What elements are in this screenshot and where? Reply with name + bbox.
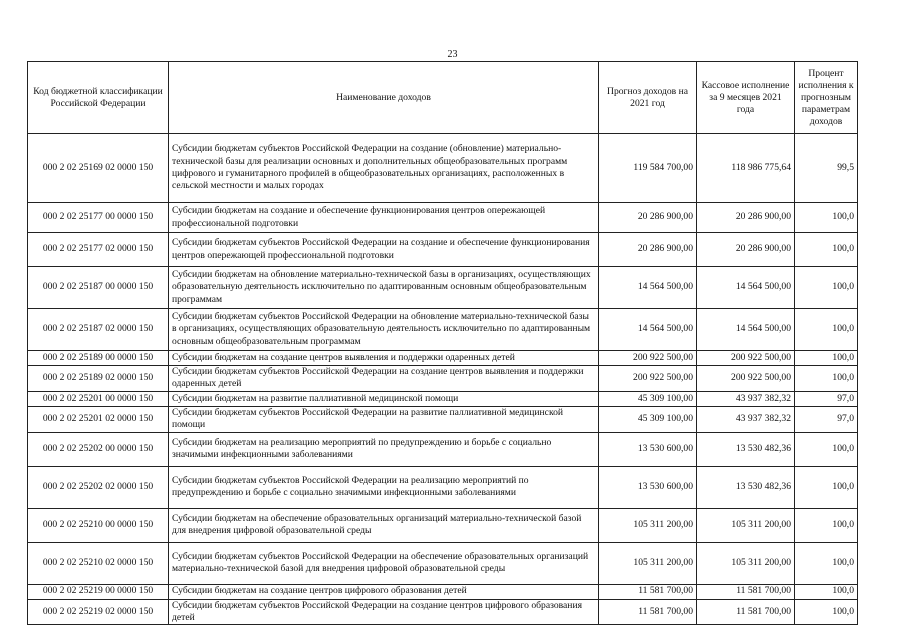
- row-percent: 100,0: [795, 584, 858, 599]
- row-forecast: 13 530 600,00: [599, 432, 697, 466]
- header-cash: Кассовое исполнение за 9 месяцев 2021 года: [697, 62, 795, 134]
- row-name: Субсидии бюджетам на обеспечение образовательных организаций материально-технической базой для внедрения цифровой образовательной среды: [169, 508, 599, 542]
- row-cash: 11 581 700,00: [697, 584, 795, 599]
- header-code: Код бюджетной классификации Российской Федерации: [28, 62, 169, 134]
- row-name: Субсидии бюджетам на развитие паллиативной медицинской помощи: [169, 391, 599, 406]
- row-name: Субсидии бюджетам субъектов Российской Федерации на обновление материально-технической базы в организациях, осуществляющих образовательную деятельность исключительно по адаптированным основным общеобразовательным программам: [169, 309, 599, 351]
- row-name: Субсидии бюджетам субъектов Российской Федерации на реализацию мероприятий по предупреждению и борьбе с социально значимыми инфекционными заболеваниями: [169, 466, 599, 508]
- row-code: 000 2 02 25169 02 0000 150: [28, 134, 169, 203]
- header-percent: Процент исполнения к прогнозным параметрам доходов: [795, 62, 858, 134]
- table-row: [28, 432, 858, 466]
- row-name: Субсидии бюджетам субъектов Российской Федерации на создание (обновление) материально-технической базы для реализации основных и дополнительных общеобразовательных программ цифрового и гуманитарного профилей в общеобразовательных организациях, расположенных в сельской местности и малых городах: [169, 134, 599, 203]
- row-code: 000 2 02 25202 02 0000 150: [28, 466, 169, 508]
- row-code: 000 2 02 25189 02 0000 150: [28, 366, 169, 392]
- row-percent: 100,0: [795, 432, 858, 466]
- row-cash: 20 286 900,00: [697, 233, 795, 267]
- row-code: 000 2 02 25187 02 0000 150: [28, 309, 169, 351]
- row-code: 000 2 02 25202 00 0000 150: [28, 432, 169, 466]
- row-percent: 100,0: [795, 466, 858, 508]
- row-percent: 100,0: [795, 203, 858, 233]
- row-cash: 105 311 200,00: [697, 508, 795, 542]
- row-name: Субсидии бюджетам субъектов Российской Федерации на создание центров выявления и поддержки одаренных детей: [169, 366, 599, 392]
- table-row: [28, 466, 858, 508]
- table-row: [28, 584, 858, 599]
- row-cash: 200 922 500,00: [697, 366, 795, 392]
- row-forecast: 45 309 100,00: [599, 391, 697, 406]
- row-cash: 118 986 775,64: [697, 134, 795, 203]
- row-cash: 43 937 382,32: [697, 406, 795, 432]
- row-cash: 13 530 482,36: [697, 466, 795, 508]
- row-cash: 43 937 382,32: [697, 391, 795, 406]
- row-forecast: 119 584 700,00: [599, 134, 697, 203]
- row-code: 000 2 02 25201 00 0000 150: [28, 391, 169, 406]
- row-cash: 105 311 200,00: [697, 542, 795, 584]
- row-percent: 100,0: [795, 267, 858, 309]
- row-name: Субсидии бюджетам субъектов Российской Федерации на обеспечение образовательных организаций материально-технической базой для внедрения цифровой образовательной среды: [169, 542, 599, 584]
- table-row: [28, 406, 858, 432]
- row-forecast: 200 922 500,00: [599, 351, 697, 366]
- table-row: [28, 351, 858, 366]
- table-row: [28, 542, 858, 584]
- row-percent: 100,0: [795, 366, 858, 392]
- row-code: 000 2 02 25219 02 0000 150: [28, 599, 169, 625]
- table-header-row: [28, 62, 858, 134]
- row-percent: 100,0: [795, 233, 858, 267]
- row-cash: 20 286 900,00: [697, 203, 795, 233]
- row-code: 000 2 02 25201 02 0000 150: [28, 406, 169, 432]
- row-percent: 99,5: [795, 134, 858, 203]
- page-number: 23: [447, 49, 458, 60]
- row-forecast: 20 286 900,00: [599, 203, 697, 233]
- row-forecast: 20 286 900,00: [599, 233, 697, 267]
- row-cash: 14 564 500,00: [697, 267, 795, 309]
- table-row: [28, 134, 858, 203]
- row-forecast: 11 581 700,00: [599, 584, 697, 599]
- row-name: Субсидии бюджетам субъектов Российской Федерации на создание центров цифрового образования детей: [169, 599, 599, 625]
- table-row: [28, 508, 858, 542]
- table-row: [28, 366, 858, 392]
- row-name: Субсидии бюджетам субъектов Российской Федерации на развитие паллиативной медицинской помощи: [169, 406, 599, 432]
- row-name: Субсидии бюджетам на реализацию мероприятий по предупреждению и борьбе с социально значимыми инфекционными заболеваниями: [169, 432, 599, 466]
- row-code: 000 2 02 25189 00 0000 150: [28, 351, 169, 366]
- row-cash: 14 564 500,00: [697, 309, 795, 351]
- row-code: 000 2 02 25210 02 0000 150: [28, 542, 169, 584]
- table-row: [28, 599, 858, 625]
- table-row: [28, 203, 858, 233]
- income-table: [27, 61, 858, 625]
- row-name: Субсидии бюджетам на обновление материально-технической базы в организациях, осуществляющих образовательную деятельность исключительно по адаптированным основным общеобразовательным программам: [169, 267, 599, 309]
- row-forecast: 45 309 100,00: [599, 406, 697, 432]
- header-forecast: Прогноз доходов на 2021 год: [599, 62, 697, 134]
- row-name: Субсидии бюджетам на создание и обеспечение функционирования центров опережающей профессиональной подготовки: [169, 203, 599, 233]
- row-cash: 11 581 700,00: [697, 599, 795, 625]
- table-row: [28, 309, 858, 351]
- row-forecast: 200 922 500,00: [599, 366, 697, 392]
- row-code: 000 2 02 25219 00 0000 150: [28, 584, 169, 599]
- row-percent: 100,0: [795, 542, 858, 584]
- table-body: [28, 134, 858, 625]
- row-percent: 97,0: [795, 406, 858, 432]
- row-percent: 100,0: [795, 309, 858, 351]
- row-name: Субсидии бюджетам на создание центров выявления и поддержки одаренных детей: [169, 351, 599, 366]
- row-cash: 13 530 482,36: [697, 432, 795, 466]
- row-cash: 200 922 500,00: [697, 351, 795, 366]
- row-percent: 100,0: [795, 599, 858, 625]
- row-name: Субсидии бюджетам на создание центров цифрового образования детей: [169, 584, 599, 599]
- table-row: [28, 267, 858, 309]
- row-code: 000 2 02 25187 00 0000 150: [28, 267, 169, 309]
- row-forecast: 105 311 200,00: [599, 508, 697, 542]
- row-percent: 97,0: [795, 391, 858, 406]
- row-name: Субсидии бюджетам субъектов Российской Федерации на создание и обеспечение функционирования центров опережающей профессиональной подготовки: [169, 233, 599, 267]
- row-code: 000 2 02 25177 02 0000 150: [28, 233, 169, 267]
- row-forecast: 11 581 700,00: [599, 599, 697, 625]
- header-name: Наименование доходов: [169, 62, 599, 134]
- row-percent: 100,0: [795, 351, 858, 366]
- row-code: 000 2 02 25177 00 0000 150: [28, 203, 169, 233]
- table-row: [28, 233, 858, 267]
- row-forecast: 14 564 500,00: [599, 267, 697, 309]
- row-code: 000 2 02 25210 00 0000 150: [28, 508, 169, 542]
- row-percent: 100,0: [795, 508, 858, 542]
- row-forecast: 13 530 600,00: [599, 466, 697, 508]
- row-forecast: 105 311 200,00: [599, 542, 697, 584]
- table-row: [28, 391, 858, 406]
- row-forecast: 14 564 500,00: [599, 309, 697, 351]
